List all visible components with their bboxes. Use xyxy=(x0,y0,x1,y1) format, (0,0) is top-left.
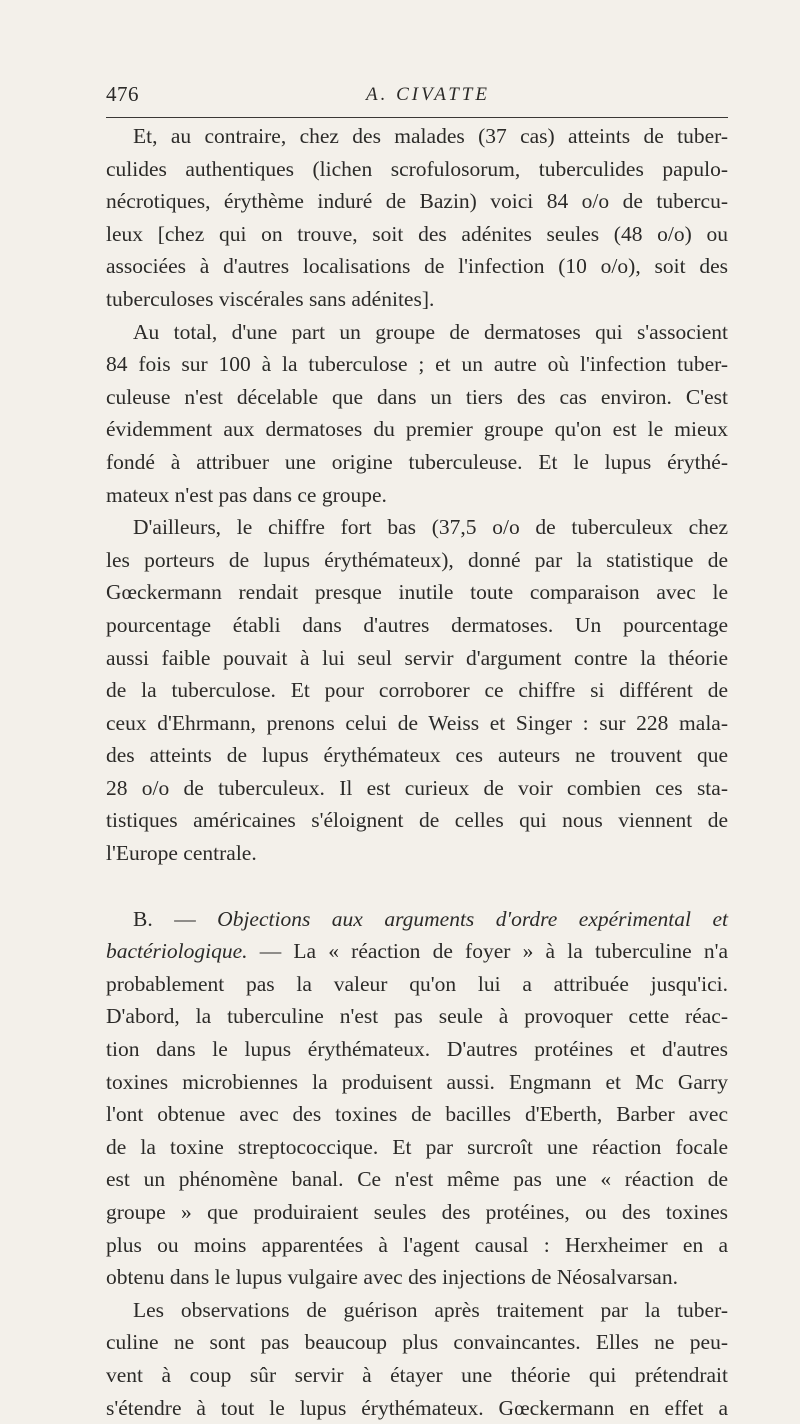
text-line: leux [chez qui on trouve, soit des adénites seules (48 o/o) ou xyxy=(106,221,728,246)
page-number: 476 xyxy=(106,82,139,106)
text-line: tistiques américaines s'éloignent de celles qui nous viennent de xyxy=(106,808,728,833)
text-line: de la tuberculose. Et pour corroborer ce chiffre si différent de xyxy=(106,678,728,703)
text-line: vent à coup sûr servir à étayer une théorie qui prétendrait xyxy=(106,1362,728,1387)
text-line: associées à d'autres localisations de l'infection (10 o/o), soit des xyxy=(106,254,728,279)
section-first-text: — La « réaction de foyer » à la tuberculine n'a xyxy=(247,939,728,964)
text-line: D'abord, la tuberculine n'est pas seule à provoquer cette réac- xyxy=(106,1004,728,1029)
text-line: tuberculoses viscérales sans adénites]. xyxy=(106,286,435,311)
text-line: probablement pas la valeur qu'on lui a attribuée jusqu'ici. xyxy=(106,971,728,996)
body-text xyxy=(106,120,728,1424)
section-b-paragraph xyxy=(106,903,728,1294)
text-line: groupe » que produiraient seules des protéines, ou des toxines xyxy=(106,1200,728,1224)
section-label: B. — xyxy=(133,906,218,931)
text-line: toxines microbiennes la produisent aussi. Engmann et Mc Garry xyxy=(106,1069,728,1094)
text-line: Gœckermann rendait presque inutile toute comparaison avec le xyxy=(106,580,728,605)
text-line: ceux d'Ehrmann, prenons celui de Weiss et Singer : sur 228 mala- xyxy=(106,710,728,735)
text-line: l'ont obtenue avec des toxines de bacilles d'Eberth, Barber avec xyxy=(106,1102,728,1127)
text-line: plus ou moins apparentées à l'agent causal : Herxheimer en a xyxy=(106,1232,728,1257)
text-line: 28 o/o de tuberculeux. Il est curieux de voir combien ces sta- xyxy=(106,775,728,800)
text-line: Les observations de guérison après traitement par la tuber- xyxy=(133,1297,728,1322)
text-line: les porteurs de lupus érythémateux), donné par la statistique de xyxy=(106,547,728,572)
text-line: culeuse n'est décelable que dans un tiers des cas environ. C'est xyxy=(106,384,728,409)
text-line: évidemment aux dermatoses du premier groupe qu'on est le mieux xyxy=(106,417,728,442)
text-line: 84 fois sur 100 à la tuberculose ; et un autre où l'infection tuber- xyxy=(106,352,728,377)
section-spacer xyxy=(106,870,728,903)
section-title: Objections aux arguments d'ordre expérimental et xyxy=(217,906,728,931)
text-line: tion dans le lupus érythémateux. D'autres protéines et d'autres xyxy=(106,1037,728,1062)
text-line: des atteints de lupus érythémateux ces auteurs ne trouvent que xyxy=(106,743,728,768)
text-line: D'ailleurs, le chiffre fort bas (37,5 o/o de tuberculeux chez xyxy=(133,515,728,540)
text-line: mateux n'est pas dans ce groupe. xyxy=(106,482,387,507)
text-line: culides authentiques (lichen scrofulosorum, tuberculides papulo- xyxy=(106,156,728,181)
text-line: s'étendre à tout le lupus érythémateux. Gœckermann en effet a xyxy=(106,1395,728,1420)
text-line: Et, au contraire, chez des malades (37 cas) atteints de tuber- xyxy=(133,124,728,148)
text-line: obtenu dans le lupus vulgaire avec des injections de Néosalvarsan. xyxy=(106,1265,678,1290)
paragraph xyxy=(106,511,728,870)
text-line: est un phénomène banal. Ce n'est même pas une « réaction de xyxy=(106,1167,728,1192)
paragraph xyxy=(106,120,728,316)
section-title-cont: bactériologique. xyxy=(106,939,248,964)
text-line: nécrotiques, érythème induré de Bazin) voici 84 o/o de tubercu- xyxy=(106,189,728,214)
section-heading-line xyxy=(106,903,728,936)
text-line: l'Europe centrale. xyxy=(106,841,257,866)
page-header xyxy=(106,82,728,112)
text-line: fondé à attribuer une origine tuberculeuse. Et le lupus érythé- xyxy=(106,449,728,474)
text-line: Au total, d'une part un groupe de dermatoses qui s'associent xyxy=(133,319,728,344)
section-heading-line xyxy=(106,935,728,968)
text-line: de la toxine streptococcique. Et par surcroît une réaction focale xyxy=(106,1134,728,1159)
text-line: pourcentage établi dans d'autres dermatoses. Un pourcentage xyxy=(106,612,728,637)
header-rule xyxy=(106,117,728,118)
paragraph xyxy=(106,1294,728,1424)
paragraph xyxy=(106,316,728,512)
text-line: aussi faible pouvait à lui seul servir d'argument contre la théorie xyxy=(106,645,728,670)
text-line: culine ne sont pas beaucoup plus convaincantes. Elles ne peu- xyxy=(106,1330,728,1355)
running-head: A. CIVATTE xyxy=(366,84,490,105)
